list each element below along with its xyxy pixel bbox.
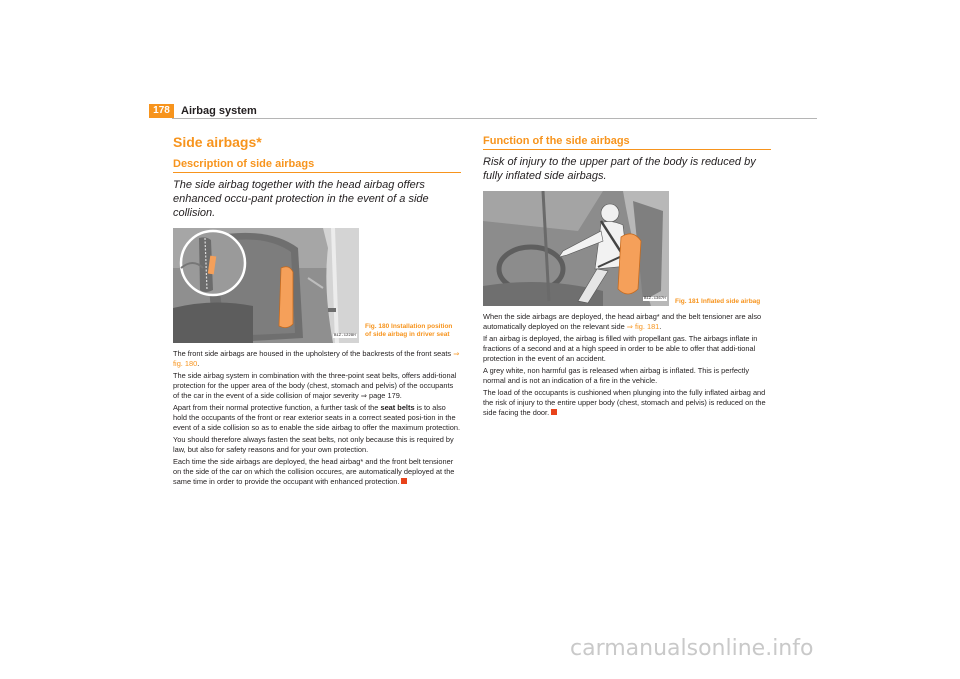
right-column — [483, 134, 771, 420]
intro-text: Risk of injury to the upper part of the body is reduced by fully inflated side airbags. — [483, 156, 756, 182]
watermark: carmanualsonline.info — [570, 636, 814, 661]
paragraph-end: . — [659, 322, 662, 331]
page-number: 178 — [149, 104, 174, 118]
paragraph-text: is to also hold the occupants of the front or rear exterior seats in a correct seated posi-tion in the event of a side collision so as to enable the side airbag to offer the maximum protection. — [173, 403, 461, 432]
paragraph: You should therefore always fasten the seat belts, not only because this is required by law, but also for safety reasons and for your own protection. — [173, 435, 454, 454]
paragraph — [173, 349, 461, 369]
paragraph-text: When the side airbags are deployed, the head airbag* and the belt tensioner are also automatically deployed on the relevant side — [483, 312, 762, 331]
figure-181 — [483, 191, 771, 308]
page-title: Side airbags* — [173, 134, 262, 150]
figure-code: B1Z-1228H — [334, 334, 356, 338]
figure-caption — [365, 323, 465, 339]
paragraph — [483, 388, 771, 418]
figure-code: B1Z-1367H — [644, 297, 666, 301]
section-title-description: Description of side airbags — [173, 158, 315, 170]
running-header: Airbag system — [181, 105, 257, 117]
paragraph-end: . — [197, 359, 200, 368]
paragraph-text: Apart from their normal protective function, a further task of the — [173, 403, 381, 412]
paragraph — [173, 457, 461, 487]
section-title-function: Function of the side airbags — [483, 135, 630, 147]
paragraph: The side airbag system in combination with the three-point seat belts, offers addi-tional protection for the upper area of the body (chest, stomach and pelvis) of the occupants of the car in the event of a side collision of major severity ⇒ page 179. — [173, 371, 457, 400]
paragraph: If an airbag is deployed, the airbag is filled with propellant gas. The airbags inflate in fractions of a second and at a high speed in order to be able to offer that addi-tional protection in the event of an accident. — [483, 334, 758, 363]
figure-reference-link[interactable]: ⇒ fig. 180 — [173, 349, 460, 368]
paragraph — [173, 403, 461, 433]
figure-caption-line1: Fig. 180 Installation position — [365, 323, 453, 330]
paragraph — [483, 312, 771, 332]
seat-airbag-illustration — [173, 228, 359, 343]
figure-reference-link[interactable]: ⇒ fig. 181 — [626, 322, 660, 331]
figure-180 — [173, 228, 461, 345]
end-of-section-icon — [401, 478, 407, 484]
paragraph: A grey white, non harmful gas is released when airbag is inflated. This is perfectly normal and is not an indication of a fire in the vehicle. — [483, 366, 750, 385]
header-rule — [172, 118, 817, 119]
left-column — [173, 134, 461, 489]
intro-text: The side airbag together with the head airbag offers enhanced occu-pant protection in the event of a side collision. — [173, 179, 429, 219]
end-of-section-icon — [551, 409, 557, 415]
paragraph-text: The load of the occupants is cushioned when plunging into the fully inflated airbag and the risk of injury to the entire upper body (chest, stomach and pelvis) is reduced on the side facing the door. — [483, 388, 766, 417]
section-rule — [173, 172, 461, 173]
inflated-airbag-illustration — [483, 191, 669, 306]
paragraph-text: Each time the side airbags are deployed, the head airbag* and the front belt tensioner on the side of the car on which the collision occures, are automatically deployed at the same time in order to provide the occupant with enhanced protection. — [173, 457, 455, 486]
bold-term: seat belts — [380, 403, 415, 412]
section-rule — [483, 149, 771, 150]
figure-caption-line2: of side airbag in driver seat — [365, 331, 450, 338]
paragraph-text: The front side airbags are housed in the upholstery of the backrests of the front seats — [173, 349, 454, 358]
figure-caption: Fig. 181 Inflated side airbag — [675, 298, 761, 305]
